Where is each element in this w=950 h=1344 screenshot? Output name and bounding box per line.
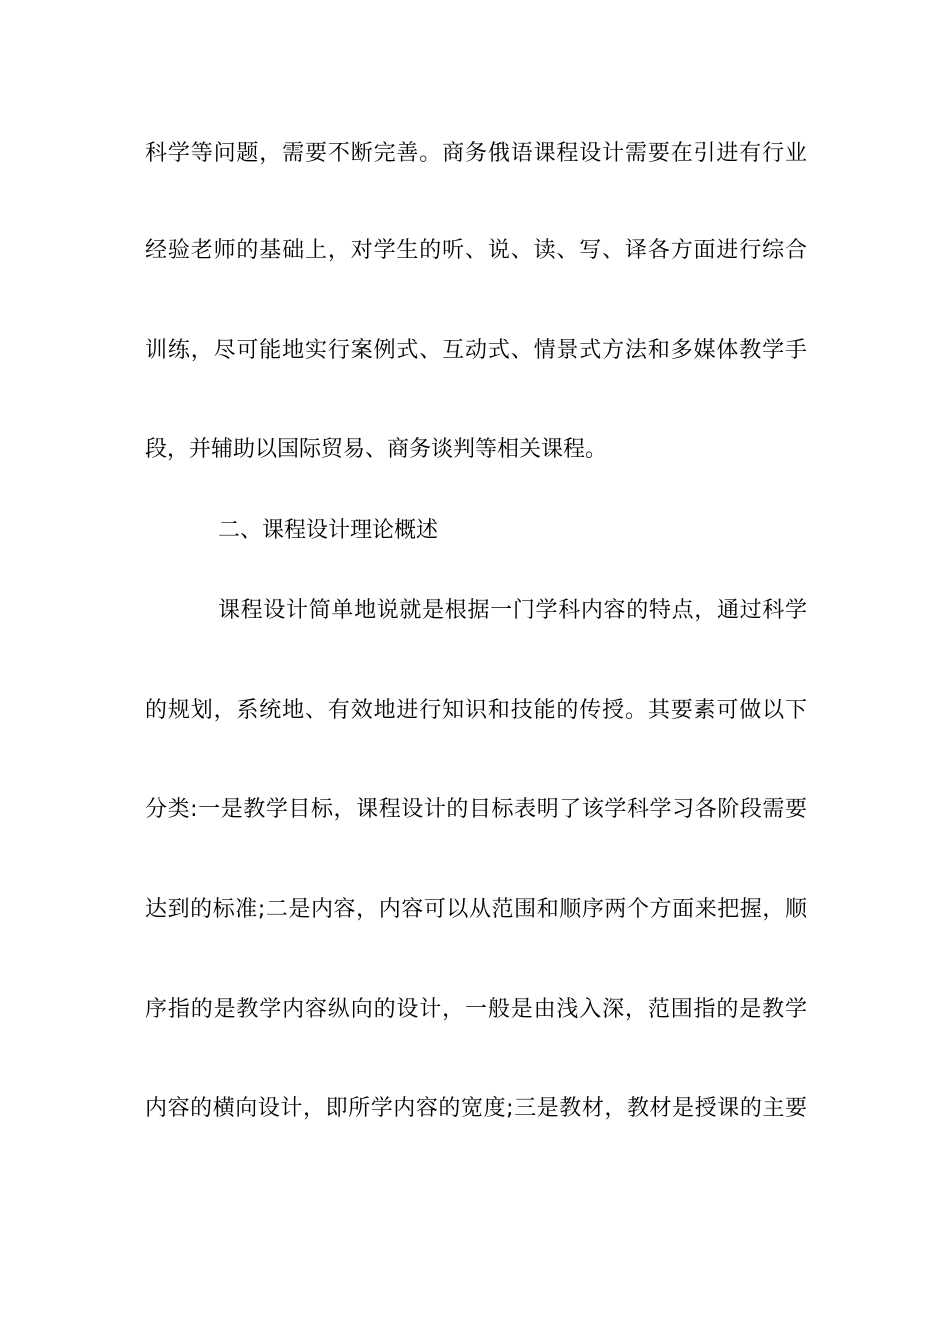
paragraph-line: 内容的横向设计，即所学内容的宽度;三是教材，教材是授课的主要: [145, 1096, 807, 1121]
paragraph-line: 经验老师的基础上，对学生的听、说、读、写、译各方面进行综合: [145, 238, 807, 263]
paragraph-line: 分类:一是教学目标，课程设计的目标表明了该学科学习各阶段需要: [145, 797, 807, 822]
paragraph-line: 段，并辅助以国际贸易、商务谈判等相关课程。: [145, 437, 608, 462]
paragraph-line: 科学等问题，需要不断完善。商务俄语课程设计需要在引进有行业: [145, 141, 807, 166]
paragraph-line: 的规划，系统地、有效地进行知识和技能的传授。其要素可做以下: [145, 698, 807, 723]
paragraph-line: 训练，尽可能地实行案例式、互动式、情景式方法和多媒体教学手: [145, 338, 807, 363]
paragraph-line: 课程设计简单地说就是根据一门学科内容的特点，通过科学: [218, 598, 807, 623]
paragraph-line: 序指的是教学内容纵向的设计，一般是由浅入深，范围指的是教学: [145, 997, 807, 1022]
paragraph-line: 达到的标准;二是内容，内容可以从范围和顺序两个方面来把握，顺: [145, 897, 807, 922]
section-heading: 二、课程设计理论概述: [218, 518, 439, 543]
